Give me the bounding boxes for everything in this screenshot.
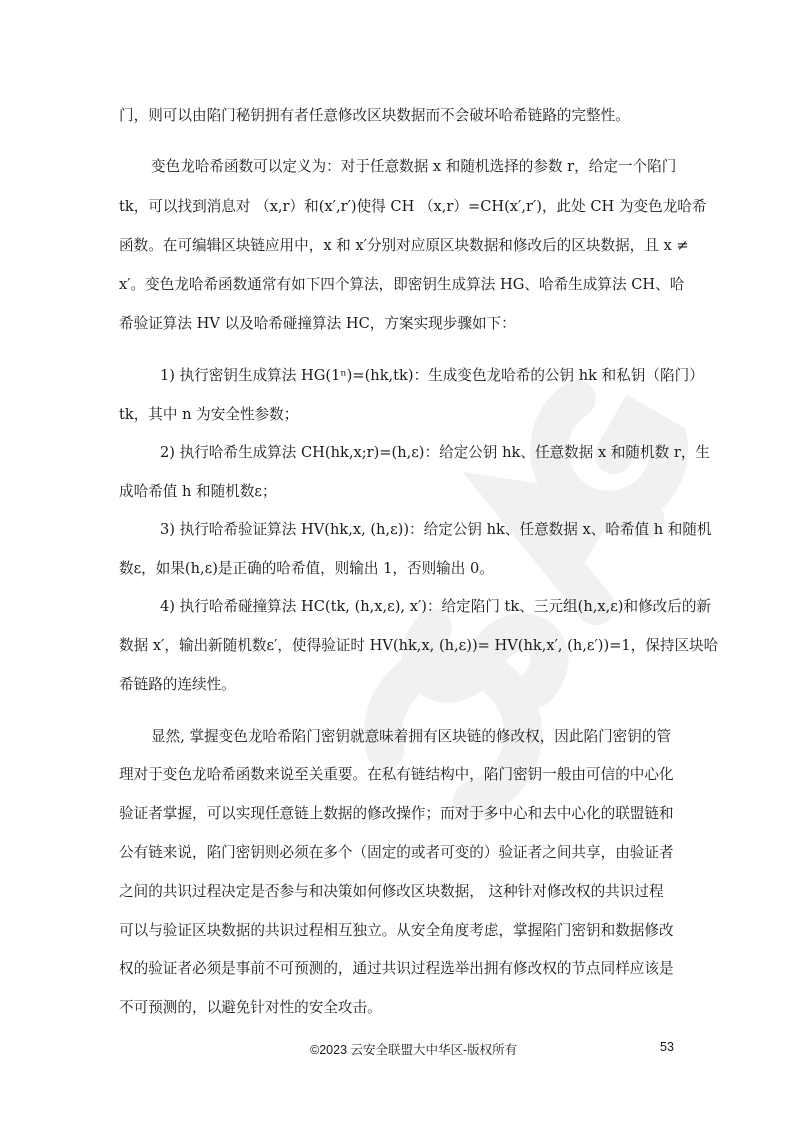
text-line-21: 可以与验证区块数据的共识过程相互独立。从安全角度考虑，掌握陷门密钥和数据修改 (119, 922, 674, 939)
text-line-6: 希验证算法 HV 以及哈希碰撞算法 HC，方案实现步骤如下： (119, 315, 516, 332)
text-line-13: 4) 执行哈希碰撞算法 HC(tk, (h,x,ε), x′)：给定陷门 tk、三元组(h,x,ε)和修改后的新 (160, 598, 712, 615)
text-line-23: 不可预测的，以避免针对性的安全攻击。 (119, 999, 382, 1016)
text-line-16: 显然, 掌握变色龙哈希陷门密钥就意味着拥有区块链的修改权，因此陷门密钥的管 (151, 728, 672, 745)
page-number: 53 (660, 1040, 674, 1054)
text-line-11: 3) 执行哈希验证算法 HV(hk,x, (h,ε))：给定公钥 hk、任意数据 x、哈希值 h 和随机 (160, 521, 712, 538)
text-line-3: tk，可以找到消息对 （x,r）和(x′,r′)使得 CH （x,r）=CH(x′,r′)，此处 CH 为变色龙哈希 (119, 198, 707, 215)
footer-copyright: ©2023 云安全联盟大中华区-版权所有 (310, 1043, 518, 1057)
text-line-4: 函数。在可编辑区块链应用中，x 和 x′分别对应原区块数据和修改后的区块数据，且 x ≠ (119, 237, 689, 254)
text-line-14: 数据 x′，输出新随机数ε′，使得验证时 HV(hk,x, (h,ε))= HV(hk,x′, (h,ε′))=1，保持区块哈 (119, 637, 719, 654)
text-line-12: 数ε，如果(h,ε)是正确的哈希值，则输出 1，否则输出 0。 (119, 560, 494, 577)
text-line-20: 之间的共识过程决定是否参与和决策如何修改区块数据， 这种针对修改权的共识过程 (119, 883, 664, 900)
text-line-18: 验证者掌握，可以实现任意链上数据的修改操作；而对于多中心和去中心化的联盟链和 (119, 805, 674, 822)
text-line-7: 1) 执行密钥生成算法 HG(1ⁿ)=(hk,tk)：生成变色龙哈希的公钥 hk 和私钥（陷门） (160, 367, 704, 384)
text-line-22: 权的验证者必须是事前不可预测的，通过共识过程选举出拥有修改权的节点同样应该是 (119, 960, 674, 977)
text-line-5: x′。变色龙哈希函数通常有如下四个算法，即密钥生成算法 HG、哈希生成算法 CH、哈 (119, 276, 685, 293)
text-line-19: 公有链来说，陷门密钥则必须在多个（固定的或者可变的）验证者之间共享，由验证者 (119, 844, 674, 861)
text-line-2: 变色龙哈希函数可以定义为：对于任意数据 x 和随机选择的参数 r，给定一个陷门 (151, 158, 677, 175)
text-line-1: 门，则可以由陷门秘钥拥有者任意修改区块数据而不会破坏哈希链路的完整性。 (119, 107, 630, 124)
text-line-15: 希链路的连续性。 (119, 676, 236, 693)
text-line-9: 2) 执行哈希生成算法 CH(hk,x;r)=(h,ε)：给定公钥 hk、任意数据 x 和随机数 r，生 (160, 444, 711, 461)
text-line-8: tk，其中 n 为安全性参数； (119, 406, 299, 423)
text-line-10: 成哈希值 h 和随机数ε； (119, 483, 277, 500)
text-line-17: 理对于变色龙哈希函数来说至关重要。在私有链结构中，陷门密钥一般由可信的中心化 (119, 766, 674, 783)
